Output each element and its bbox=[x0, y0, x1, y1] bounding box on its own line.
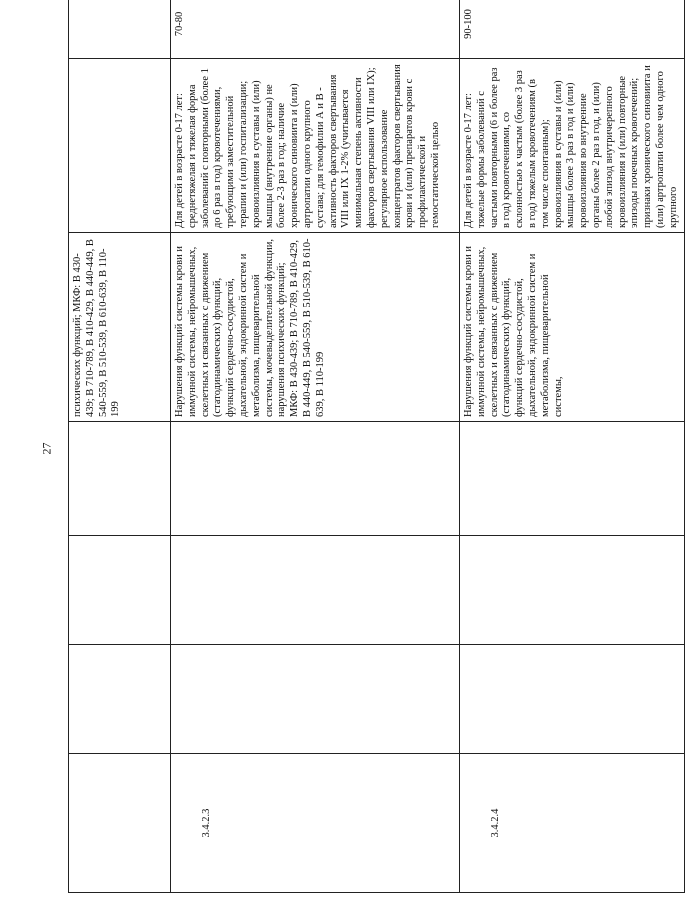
empty-cell bbox=[171, 422, 460, 536]
row-code-cell: 3.4.2.3 bbox=[171, 754, 460, 893]
empty-cell bbox=[69, 645, 171, 754]
diagnosis-cell: Нарушения функций системы крови и иммунной системы, нейромышечных, скелетных и связанных с движением (статодинамических) функций, функций сердечно-сосудистой, дыхательной, эндокринной систем и метаболизма, пищеварительной системы, bbox=[460, 233, 685, 422]
condition-cell bbox=[69, 59, 171, 233]
empty-cell bbox=[460, 645, 685, 754]
percent-cell: 90-100 bbox=[460, 0, 685, 59]
empty-cell bbox=[460, 536, 685, 645]
empty-cell bbox=[69, 422, 171, 536]
table-row bbox=[460, 0, 685, 893]
diagnosis-cell: Нарушения функций системы крови и иммунной системы, нейромышечных, скелетных и связанных с движением (статодинамических) функций, функций сердечно-сосудистой, дыхательной, эндокринной систем и метаболизма, пищеварительной системы, мочевыделительной функции, нарушения психических функций; МКФ: B 430-439; B 710-789, B 410-429, B 440-449, B 540-559, B 510-539, B 610-639, B 110-199 bbox=[171, 233, 460, 422]
table-row bbox=[69, 0, 171, 893]
percent-cell bbox=[69, 0, 171, 59]
diagnosis-cell: психических функций; МКФ: B 430-439; B 710-789, B 410-429, B 440-449, B 540-559, B 510-539, B 610-639, B 110-199 bbox=[69, 233, 171, 422]
empty-cell bbox=[69, 536, 171, 645]
condition-cell: Для детей в возрасте 0-17 лет: тяжелые формы заболеваний с частыми повторными (6 и более раз в год) кровотечениями, со склонностью к частым (более 3 раз в год) тяжелым кровотечениям (в том числе спонтанным); кровоизлияния в суставы и (или) мышцы более 3 раз в год и (или) кровоизлияния во внутренние органы более 2 раз в год, и (или) любой эпизод внутричерепного кровоизлияния и (или) повторные эпизоды почечных кровотечений; признаки хронического синовиита и (или) артропатии более чем одного крупного bbox=[460, 59, 685, 233]
empty-cell bbox=[460, 422, 685, 536]
empty-cell bbox=[171, 536, 460, 645]
row-code-cell bbox=[69, 754, 171, 893]
empty-cell bbox=[171, 645, 460, 754]
disability-criteria-table bbox=[68, 0, 685, 893]
table-row bbox=[171, 0, 460, 893]
page-number: 27 bbox=[39, 442, 54, 455]
document-table-wrapper bbox=[68, 9, 679, 893]
row-code-cell: 3.4.2.4 bbox=[460, 754, 685, 893]
percent-cell: 70-80 bbox=[171, 0, 460, 59]
condition-cell: Для детей в возрасте 0-17 лет: среднетяжелая и тяжелая форма заболеваний с повторными (более 1 до 6 раз в год) кровотечениями, требующими заместительной терапии и (или) госпитализации; кровоизлияния в суставы и (или) мышцы (внутренние органы) не более 2-3 раз в год; наличие хронического синовиита и (или) артропатии одного крупного сустава; для гемофилии А и В - активность факторов свертывания VIII или IX 1-2% (учитывается минимальная степень активности факторов свертывания VIII или IX); регулярное использование концентратов факторов свертывания крови и (или) препаратов крови с профилактической и гемостатической целью bbox=[171, 59, 460, 233]
